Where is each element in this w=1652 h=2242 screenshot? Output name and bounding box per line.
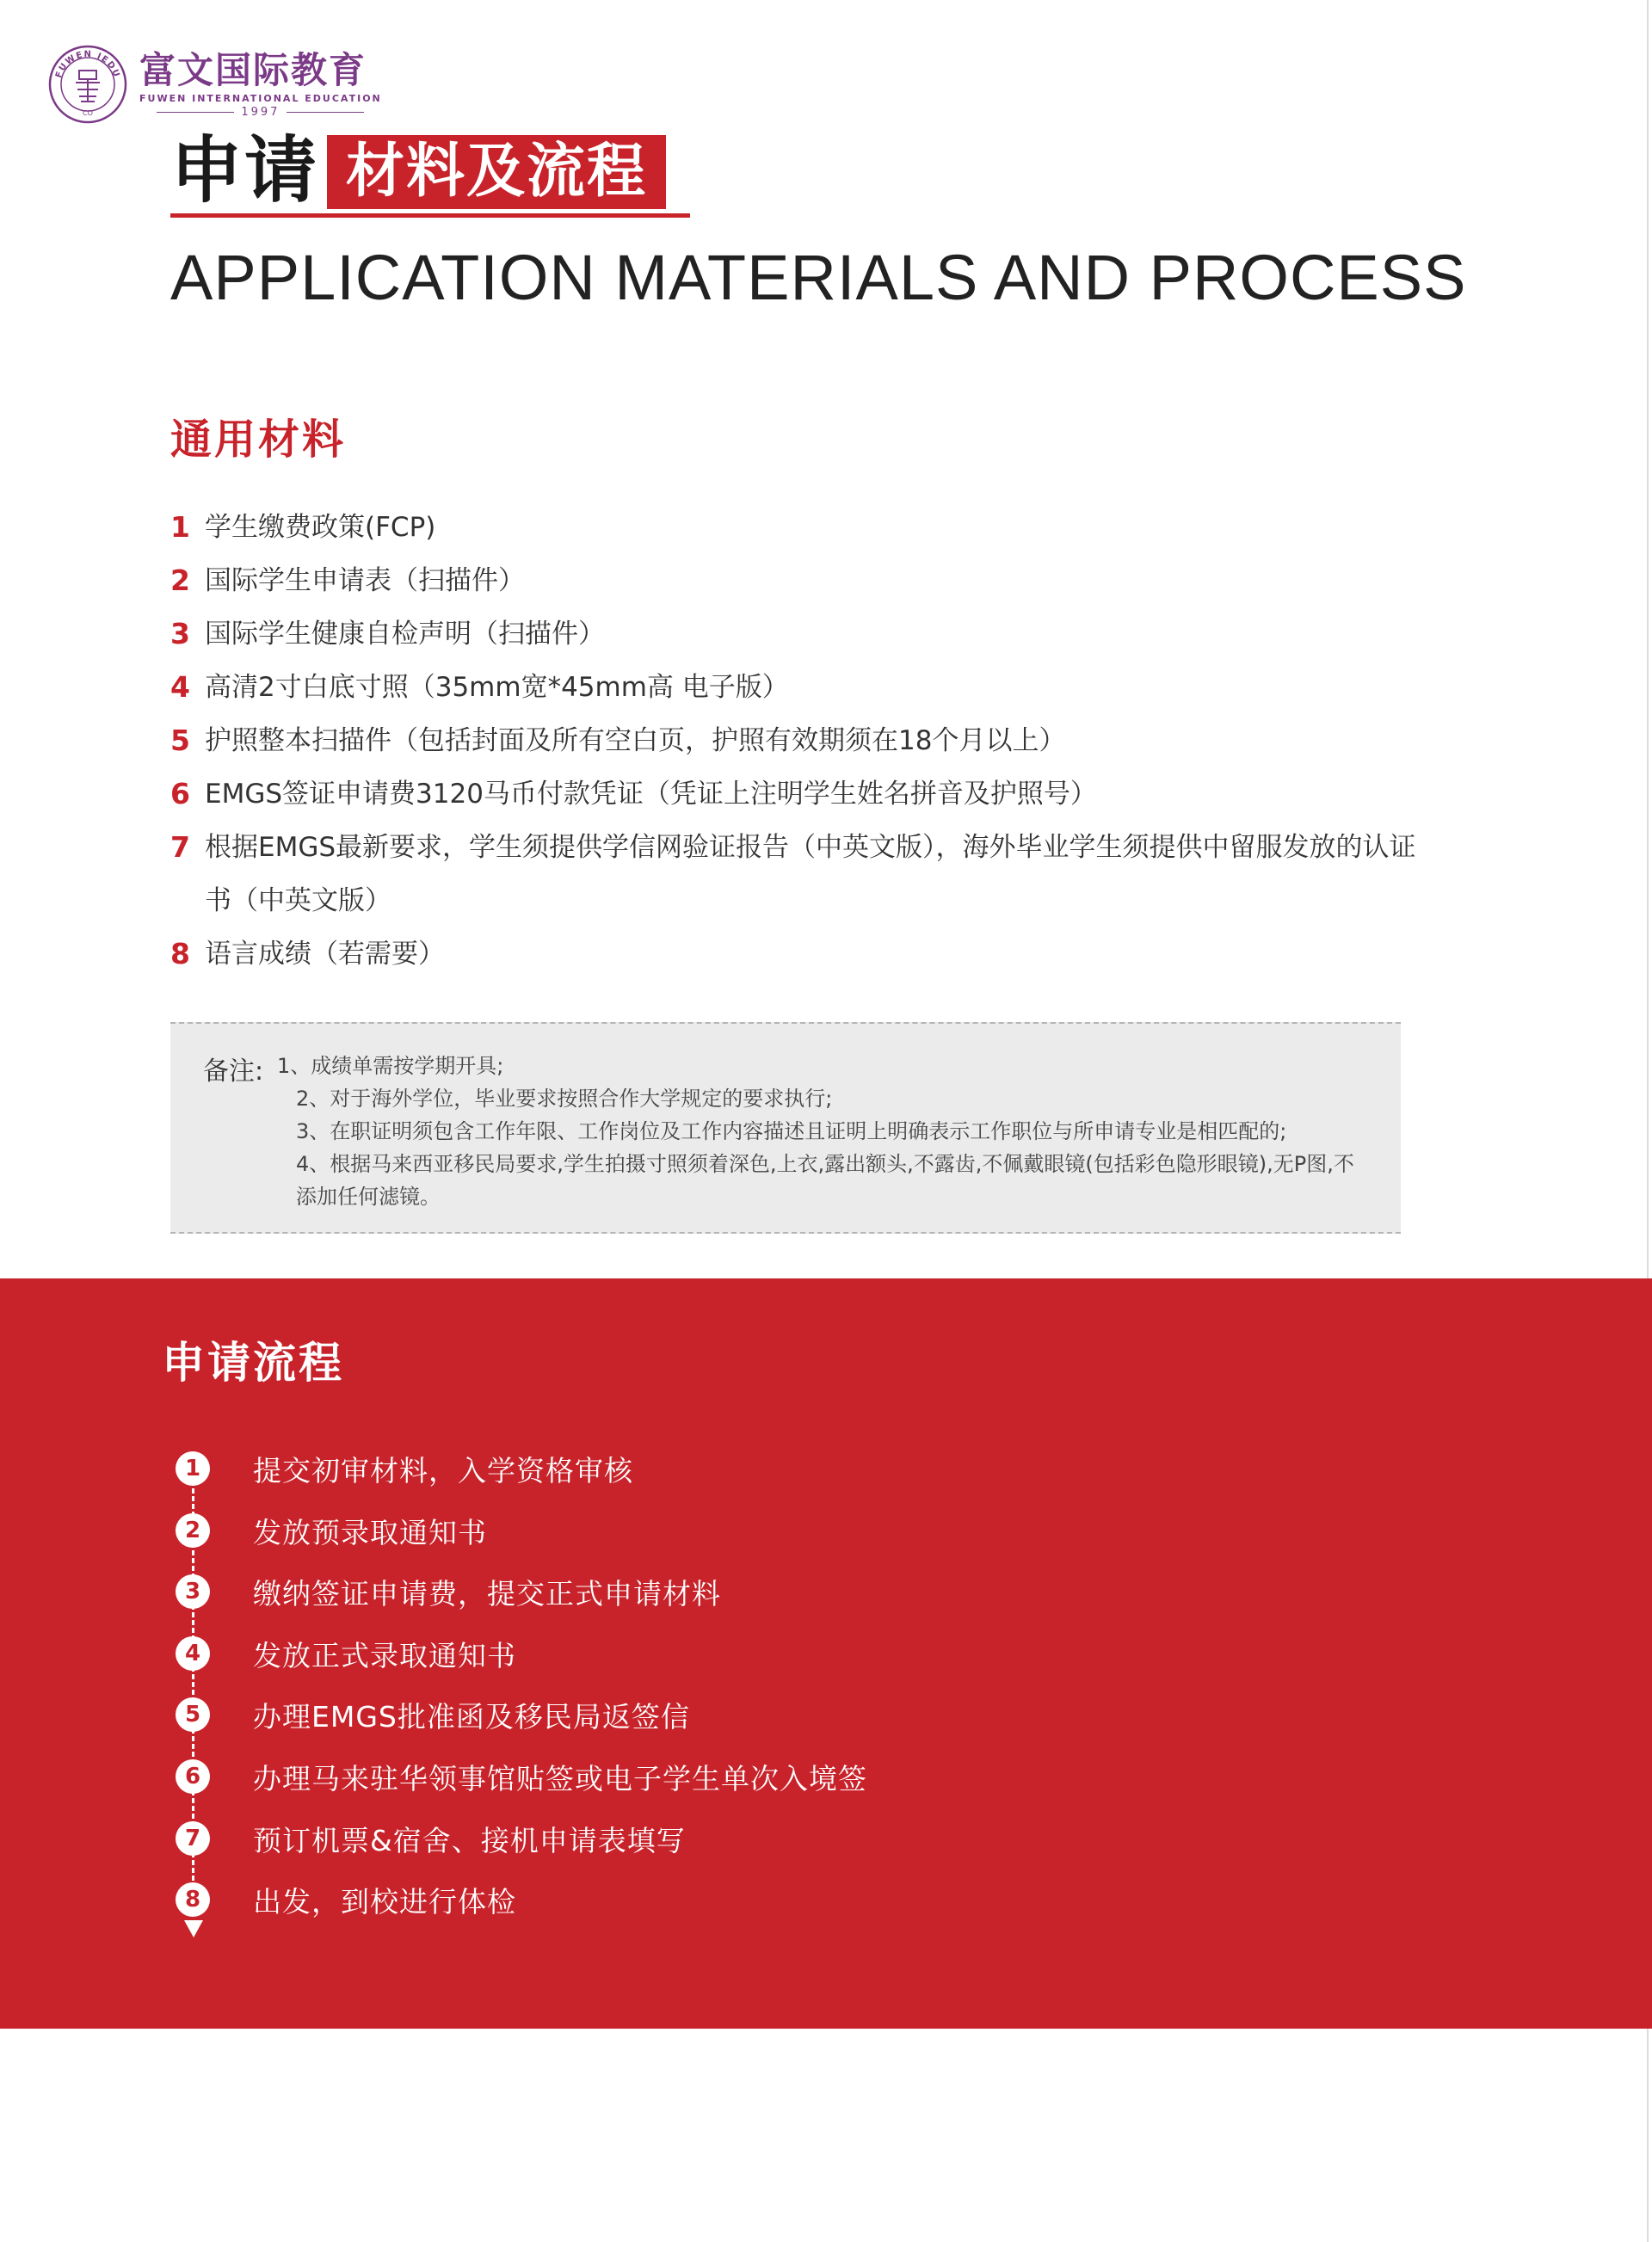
- process-step: [176, 1882, 516, 1918]
- item-text: 国际学生申请表（扫描件）: [205, 565, 525, 596]
- list-item: [170, 714, 1418, 767]
- process-step: [176, 1820, 686, 1857]
- item-number: 1: [170, 510, 190, 544]
- process-step: [176, 1697, 690, 1733]
- list-item: [170, 821, 1418, 927]
- arrow-down-icon: [184, 1920, 203, 1937]
- item-number: 7: [170, 830, 190, 864]
- list-item: [170, 554, 1418, 607]
- step-text: 出发，到校进行体检: [253, 1884, 516, 1919]
- list-item: [170, 501, 1418, 554]
- item-text: 学生缴费政策(FCP): [205, 512, 436, 543]
- process-step: [176, 1512, 487, 1549]
- list-item: [170, 927, 1418, 981]
- item-text: 语言成绩（若需要）: [205, 939, 445, 970]
- list-item: [170, 607, 1418, 661]
- note-line: 2、对于海外学位，毕业要求按照合作大学规定的要求执行;: [296, 1087, 833, 1111]
- note-line: 3、在职证明须包含工作年限、工作岗位及工作内容描述且证明上明确表示工作职位与所申请专业是相匹配的;: [296, 1119, 1287, 1143]
- step-number-circle: 6: [176, 1759, 210, 1794]
- note-line: 4、根据马来西亚移民局要求,学生拍摄寸照须着深色,上衣,露出额头,不露齿,不佩戴眼镜(包括彩色隐形眼镜),无P图,不添加任何滤镜。: [296, 1152, 1354, 1209]
- logo-year: 1997: [139, 106, 382, 119]
- item-number: 5: [170, 724, 190, 757]
- brand-logo: [48, 41, 382, 127]
- step-number-circle: 1: [176, 1451, 210, 1486]
- item-number: 6: [170, 777, 190, 810]
- list-item: [170, 767, 1418, 821]
- step-number-circle: 7: [176, 1821, 210, 1856]
- notes-box: [170, 1022, 1401, 1234]
- title-underline: [170, 213, 690, 218]
- notes-lines: [279, 1050, 1363, 1213]
- step-text: 缴纳签证申请费，提交正式申请材料: [253, 1576, 721, 1611]
- step-text: 发放预录取通知书: [253, 1515, 487, 1549]
- list-item: [170, 661, 1418, 714]
- notes-label: 备注:: [203, 1056, 264, 1087]
- materials-list: [170, 501, 1418, 981]
- item-text: EMGS签证申请费3120马币付款凭证（凭证上注明学生姓名拼音及护照号）: [205, 779, 1097, 810]
- seal-logo-icon: [48, 45, 127, 124]
- step-number-circle: 4: [176, 1636, 210, 1671]
- seal-top-text: FUWEN IEDU: [53, 49, 122, 80]
- seal-bottom-text: CO: [83, 109, 93, 117]
- step-number-circle: 3: [176, 1574, 210, 1609]
- item-text: 国际学生健康自检声明（扫描件）: [205, 619, 605, 650]
- title-part2-highlight: 材料及流程: [327, 135, 666, 209]
- page-title: [170, 127, 666, 213]
- process-section: [0, 1278, 1652, 2029]
- step-text: 办理马来驻华领事馆贴签或电子学生单次入境签: [253, 1761, 867, 1795]
- process-step: [176, 1635, 516, 1672]
- item-text: 高清2寸白底寸照（35mm宽*45mm高 电子版）: [205, 672, 789, 703]
- note-line: 1、成绩单需按学期开具;: [277, 1054, 504, 1078]
- step-number-circle: 5: [176, 1697, 210, 1732]
- item-number: 4: [170, 670, 190, 704]
- step-text: 办理EMGS批准函及移民局返签信: [253, 1699, 690, 1734]
- process-step: [176, 1451, 633, 1487]
- step-text: 发放正式录取通知书: [253, 1638, 516, 1672]
- logo-name-cn: 富文国际教育: [139, 49, 367, 91]
- process-heading: 申请流程: [162, 1338, 344, 1388]
- process-step: [176, 1574, 721, 1610]
- step-text: 提交初审材料，入学资格审核: [253, 1453, 633, 1487]
- item-text: 护照整本扫描件（包括封面及所有空白页，护照有效期须在18个月以上）: [205, 725, 1066, 756]
- item-number: 2: [170, 564, 190, 597]
- title-part1: 申请: [170, 128, 319, 212]
- title-english: APPLICATION MATERIALS AND PROCESS: [170, 242, 1467, 313]
- item-text: 根据EMGS最新要求，学生须提供学信网验证报告（中英文版），海外毕业学生须提供中留服发放的认证书（中英文版）: [205, 832, 1416, 916]
- logo-name-en: FUWEN INTERNATIONAL EDUCATION: [139, 93, 382, 104]
- step-text: 预订机票&宿舍、接机申请表填写: [253, 1823, 686, 1857]
- item-number: 3: [170, 617, 190, 650]
- item-number: 8: [170, 937, 190, 970]
- process-step: [176, 1758, 867, 1795]
- step-number-circle: 8: [176, 1882, 210, 1917]
- step-number-circle: 2: [176, 1513, 210, 1548]
- materials-heading: 通用材料: [170, 416, 347, 464]
